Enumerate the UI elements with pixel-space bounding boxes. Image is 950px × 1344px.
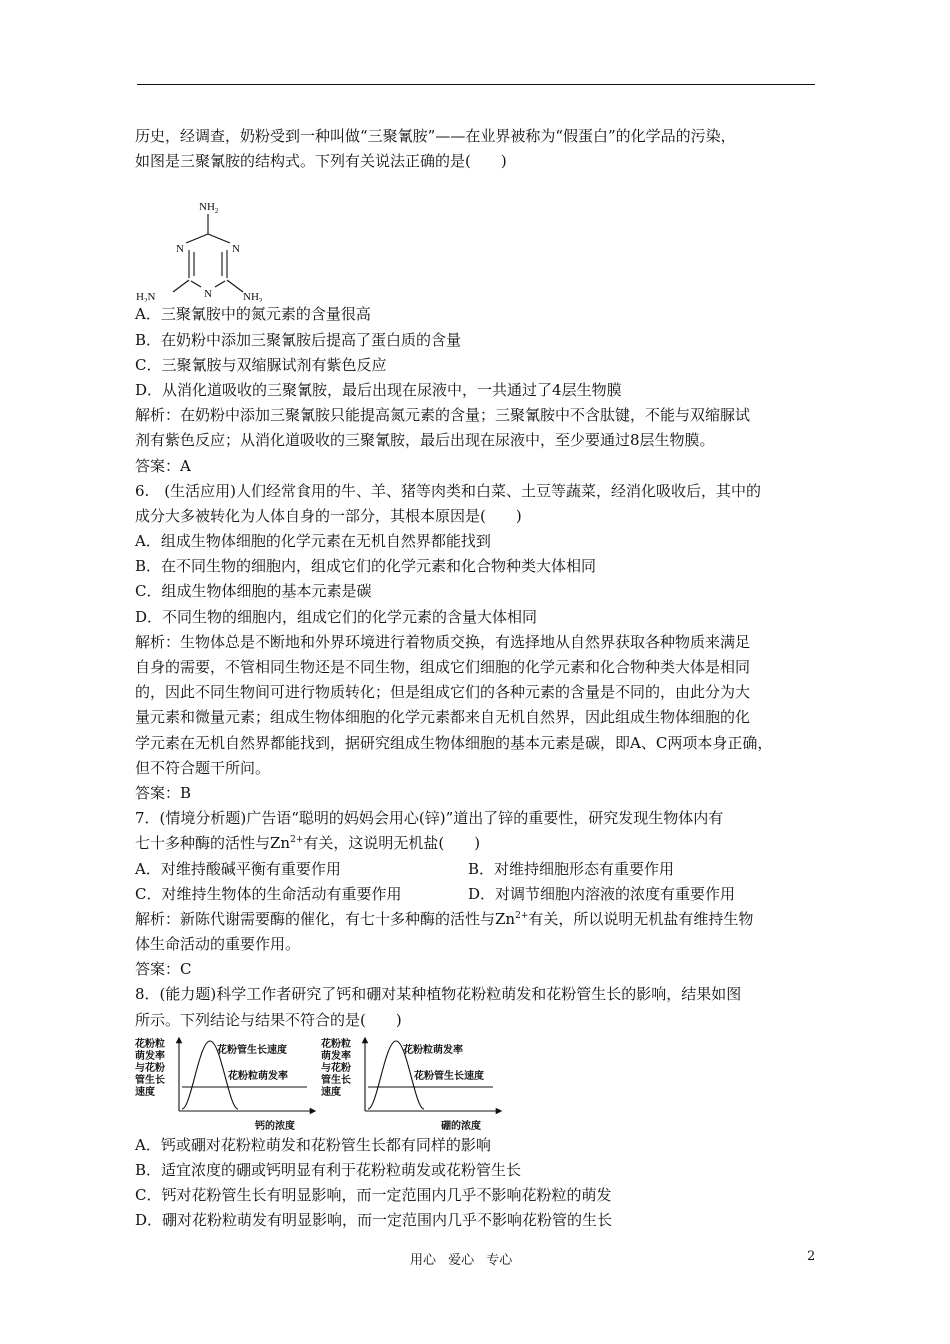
q5-option-c: C．三聚氰胺与双缩脲试剂有紫色反应: [135, 355, 387, 374]
boron-graph-y-label-1: 花粉粒: [321, 1038, 351, 1050]
q7-option-d: D．对调节细胞内溶液的浓度有重要作用: [468, 884, 736, 903]
q6-analysis-line-2: 自身的需要，不管相同生物还是不同生物，组成它们细胞的化学元素和化合物种类大体是相同: [135, 658, 751, 676]
q8-option-a: A．钙或硼对花粉粒萌发和花粉管生长都有同样的影响: [135, 1135, 491, 1154]
q7-analysis-text-end: 有关，所以说明无机盐有维持生物: [528, 909, 754, 928]
calcium-graph: [135, 1037, 313, 1132]
q6-option-c: C．组成生物体细胞的基本元素是碳: [135, 582, 372, 601]
page-number: 2: [807, 1249, 816, 1264]
calcium-graph-x-label: 钙的浓度: [255, 1120, 295, 1132]
q5-stem-line-1: 历史，经调查，奶粉受到一种叫做“三聚氰胺”——在业界被称为“假蛋白”的化学品的污染，: [135, 127, 736, 145]
ring-nitrogen-left: N: [176, 243, 184, 256]
q5-answer: 答案：A: [135, 456, 191, 475]
boron-graph: [320, 1037, 499, 1132]
left-amino-group: $H_2N$: [136, 291, 156, 303]
zinc-charge: 2+: [290, 835, 304, 846]
calcium-graph-y-label-2: 萌发率: [135, 1050, 165, 1062]
q8-stem-line-2: 所示。下列结论与结果不符合的是( ): [135, 1010, 402, 1029]
q7-option-b: B．对维持细胞形态有重要作用: [468, 859, 675, 878]
boron-graph-y-label-2: 萌发率: [321, 1050, 351, 1062]
q6-analysis-line-4: 量元素和微量元素；组成生物体细胞的化学元素都来自无机自然界，因此组成生物体细胞的化: [135, 708, 751, 727]
q7-options-row-2: [135, 882, 825, 907]
q6-answer: 答案：B: [135, 783, 192, 802]
q8-stem-line-1: 8．(能力题)科学工作者研究了钙和硼对某种植物花粉粒萌发和花粉管生长的影响，结果如图: [135, 985, 742, 1004]
boron-graph-y-label-3: 与花粉: [321, 1062, 351, 1074]
q7-answer: 答案：C: [135, 960, 192, 979]
zinc-charge: 2+: [515, 910, 529, 921]
q5-stem-line-2: 如图是三聚氰胺的结构式。下列有关说法正确的是( ): [135, 152, 507, 171]
q7-stem-text: 七十多种酶的活性与Zn: [135, 834, 291, 853]
ring-nitrogen-right: N: [232, 243, 240, 256]
calcium-graph-y-label-3: 与花粉: [135, 1062, 165, 1074]
melamine-structure-diagram: [135, 174, 295, 302]
q8-option-d: D．硼对花粉粒萌发有明显影响，而一定范围内几乎不影响花粉管的生长: [135, 1211, 613, 1230]
right-amino-group: $NH_2$: [243, 291, 263, 303]
q8-option-c: C．钙对花粉管生长有明显影响，而一定范围内几乎不影响花粉粒的萌发: [135, 1186, 612, 1205]
calcium-graph-y-label-1: 花粉粒: [135, 1038, 165, 1050]
q7-analysis-text: 解析：新陈代谢需要酶的催化，有七十多种酶的活性与Zn: [135, 909, 516, 928]
q7-option-a: A．对维持酸碱平衡有重要作用: [135, 859, 341, 878]
calcium-graph-y-label-4: 管生长: [135, 1074, 165, 1086]
q7-stem-line-2: [135, 831, 825, 856]
q8-graphs: [135, 1037, 825, 1133]
question-8: [135, 982, 825, 1233]
calcium-graph-curve-label: 花粉管生长速度: [217, 1044, 287, 1056]
q7-options-row-1: [135, 857, 825, 882]
ring-nitrogen-bottom: N: [204, 288, 212, 301]
q5-analysis-line-1: 解析：在奶粉中添加三聚氰胺只能提高氮元素的含量；三聚氰胺中不含肽键，不能与双缩脲试: [135, 406, 751, 425]
calcium-graph-y-label-5: 速度: [135, 1086, 155, 1098]
q5-option-a: A．三聚氰胺中的氮元素的含量很高: [135, 305, 371, 324]
q6-stem-line-1: 6. (生活应用)人们经常食用的牛、羊、猪等肉类和白菜、土豆等蔬菜，经消化吸收后，其中的: [135, 481, 762, 500]
question-6: [135, 479, 825, 806]
q6-analysis-line-5: 学元素在无机自然界都能找到，据研究组成生物体细胞的基本元素是碳，即A、C两项本身正确，: [135, 733, 773, 752]
q6-analysis-line-6: 但不符合题干所问。: [135, 758, 271, 777]
melamine-structure: [135, 174, 825, 302]
q6-option-b: B．在不同生物的细胞内，组成它们的化学元素和化合物种类大体相同: [135, 557, 597, 576]
boron-graph-x-label: 硼的浓度: [441, 1120, 481, 1132]
boron-graph-curve-label: 花粉粒萌发率: [403, 1044, 463, 1056]
boron-graph-flat-label: 花粉管生长速度: [414, 1070, 484, 1082]
question-5: [135, 124, 825, 479]
q6-option-a: A．组成生物体细胞的化学元素在无机自然界都能找到: [135, 532, 491, 551]
q5-analysis-line-2: 剂有紫色反应；从消化道吸收的三聚氰胺，最后出现在尿液中，至少要通过8层生物膜。: [135, 431, 715, 450]
q7-analysis-line-2: 体生命活动的重要作用。: [135, 935, 301, 954]
header-rule: [137, 84, 815, 85]
boron-graph-y-label-5: 速度: [321, 1086, 341, 1098]
q7-stem-text-end: 有关，这说明无机盐( ): [303, 834, 481, 853]
q6-stem-line-2: 成分大多被转化为人体自身的一部分，其根本原因是( ): [135, 506, 522, 525]
q7-option-c: C．对维持生物体的生命活动有重要作用: [135, 884, 402, 903]
calcium-graph-flat-label: 花粉粒萌发率: [228, 1070, 288, 1082]
q7-analysis-line-1: [135, 907, 825, 932]
q6-analysis-line-1: 解析：生物体总是不断地和外界环境进行着物质交换，有选择地从自然界获取各种物质来满足: [135, 632, 751, 651]
question-7: [135, 806, 825, 982]
top-amino-group: $NH_2$: [199, 201, 219, 216]
q8-option-b: B．适宜浓度的硼或钙明显有利于花粉粒萌发或花粉管生长: [135, 1161, 522, 1179]
boron-graph-y-label-4: 管生长: [321, 1074, 351, 1086]
q7-stem-line-1: 7．(情境分析题)广告语“聪明的妈妈会用心(锌)”道出了锌的重要性，研究发现生物体内有: [135, 809, 724, 828]
q6-option-d: D．不同生物的细胞内，组成它们的化学元素的含量大体相同: [135, 607, 538, 626]
q6-analysis-line-3: 的，因此不同生物间可进行物质转化；但是组成它们的各种元素的含量是不同的，由此分为大: [135, 683, 751, 702]
footer-motto: 用心 爱心 专心: [410, 1253, 513, 1268]
q5-option-b: B．在奶粉中添加三聚氰胺后提高了蛋白质的含量: [135, 330, 462, 349]
page-content: [135, 124, 825, 1234]
q8-graphs-diagram: [135, 1037, 515, 1133]
q5-option-d: D．从消化道吸收的三聚氰胺，最后出现在尿液中，一共通过了4层生物膜: [135, 380, 622, 399]
